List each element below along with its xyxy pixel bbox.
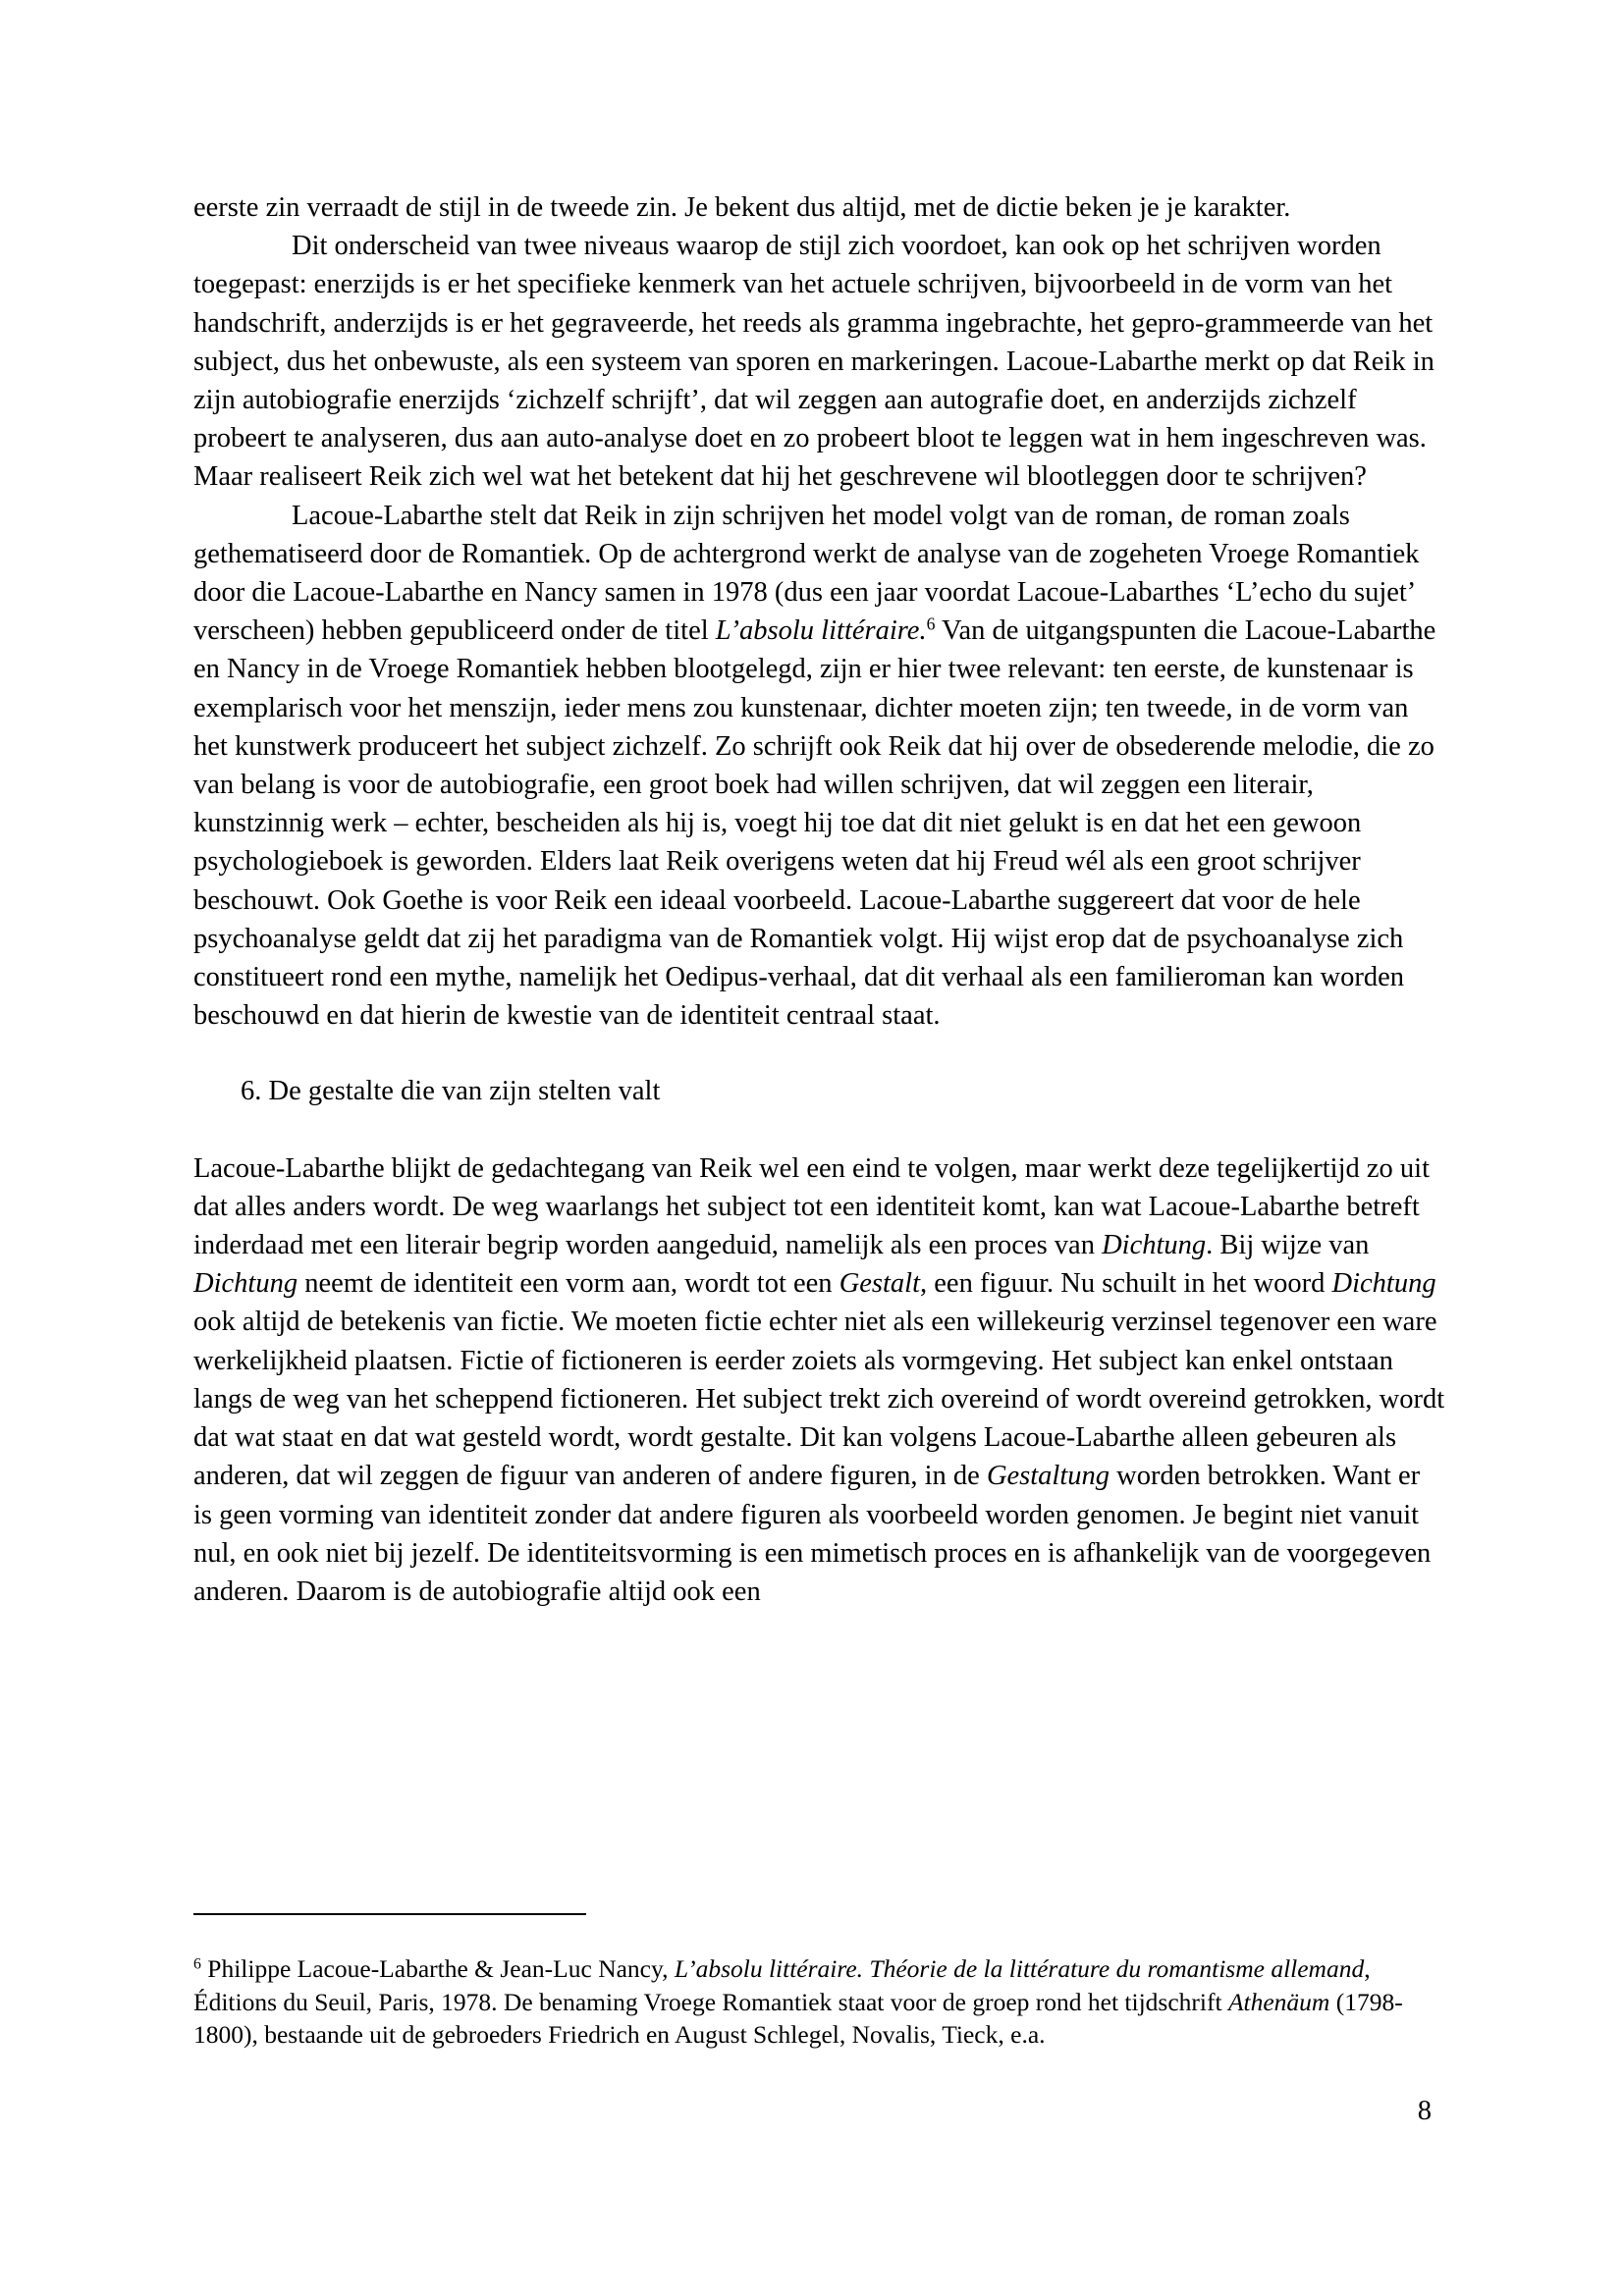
page-body <box>193 188 1445 1611</box>
paragraph-4-text-f: worden betrokken. Want er is geen vorming van identiteit zonder dat andere figuren als voorbeeld worden genomen. Je begint niet vanuit nul, en ook niet bij jezelf. De identiteitsvorming is een mimetisch proces en is afhankelijk van de voorgegeven anderen. Daarom is de autobiografie altijd ook een <box>193 1461 1432 1607</box>
paragraph-4-text-b: . Bij wijze van <box>1206 1230 1370 1261</box>
paragraph-3 <box>193 497 1445 1036</box>
footnote-text-b: , Éditions du Seuil, Paris, 1978. De benaming Vroege Romantiek staat voor de groep rond het tijdschrift <box>193 1954 1371 2016</box>
italic-term: Gestaltung <box>986 1461 1110 1492</box>
italic-term: Dichtung <box>193 1268 298 1300</box>
paragraph-3-text-b: Van de uitgangspunten die Lacoue-Labarthe en Nancy in de Vroege Romantiek hebben blootgelegd, zijn er hier twee relevant: ten eerste, de kunstenaar is exemplarisch voor het menszijn, ieder mens zou kunstenaar, dichter moeten zijn; ten tweede, in de vorm van het kunstwerk produceert het subject zichzelf. Zo schrijft ook Reik dat hij over de obsederende melodie, die zo van belang is voor de autobiografie, een groot boek had willen schrijven, dat wil zeggen een literair, kunstzinnig werk – echter, bescheiden als hij is, voegt hij toe dat dit niet gelukt is en dat het een gewoon psychologieboek is geworden. Elders laat Reik overigens weten dat hij Freud wél als een groot schrijver beschouwt. Ook Goethe is voor Reik een ideaal voorbeeld. Lacoue-Labarthe suggereert dat voor de hele psychoanalyse geldt dat zij het paradigma van de Romantiek volgt. Hij wijst erop dat de psychoanalyse zich constitueert rond een mythe, namelijk het Oedipus-verhaal, dat dit verhaal als een familieroman kan worden beschouwd en dat hierin de kwestie van de identiteit centraal staat. <box>193 615 1436 1032</box>
italic-term: Dichtung <box>1102 1230 1207 1261</box>
section-heading: 6. De gestalte die van zijn stelten valt <box>241 1076 661 1107</box>
italic-term: Gestalt <box>839 1268 921 1300</box>
footnote-text-a: Philippe Lacoue-Labarthe & Jean-Luc Nancy, <box>200 1954 675 1983</box>
paragraph-3-text-a: Lacoue-Labarthe stelt dat Reik in zijn schrijven het model volgt van de roman, de roman zoals gethematiseerd door de Romantiek. Op de achtergrond werkt de analyse van de zogeheten Vroege Romantiek door die Lacoue-Labarthe en Nancy samen in 1978 (dus een jaar voordat Lacoue-Labarthes ‘L’echo du sujet’ verscheen) hebben gepubliceerd onder de titel <box>193 500 1420 647</box>
paragraph-4-text-d: , een figuur. Nu schuilt in het woord <box>920 1268 1332 1300</box>
paragraph-4-text-c: neemt de identiteit een vorm aan, wordt tot een <box>298 1268 839 1300</box>
paragraph-4-text-e: ook altijd de betekenis van fictie. We moeten fictie echter niet als een willekeurig verzinsel tegenover een ware werkelijkheid plaatsen. Fictie of fictioneren is eerder zoiets als vormgeving. Het subject kan enkel ontstaan langs de weg van het scheppend fictioneren. Het subject trekt zich overeind of wordt overeind getrokken, wordt dat wat staat en dat wat gesteld wordt, wordt gestalte. Dit kan volgens Lacoue-Labarthe alleen gebeuren als anderen, dat wil zeggen de figuur van anderen of andere figuren, in de <box>193 1307 1445 1492</box>
footnote-separator <box>193 1913 586 1915</box>
paragraph-4-text-a: Lacoue-Labarthe blijkt de gedachtegang van Reik wel een eind te volgen, maar werkt deze tegelijkertijd zo uit dat alles anders wordt. De weg waarlangs het subject tot een identiteit komt, kan wat Lacoue-Labarthe betreft inderdaad met een literair begrip worden aangeduid, namelijk als een proces van <box>193 1152 1431 1261</box>
page-number: 8 <box>1417 2096 1432 2126</box>
footnote <box>193 1952 1445 2052</box>
paragraph-1: eerste zin verraadt de stijl in de tweede zin. Je bekent dus altijd, met de dictie beken je je karakter. <box>193 192 1291 223</box>
footnote-reference[interactable]: 6 <box>926 614 936 634</box>
footnote-marker: 6 <box>193 1955 201 1973</box>
footnote-book-title: L’absolu littéraire. Théorie de la littérature du romantisme allemand <box>674 1954 1365 1983</box>
italic-term: Dichtung <box>1331 1268 1436 1300</box>
paragraph-2: Dit onderscheid van twee niveaus waarop de stijl zich voordoet, kan ook op het schrijven worden toegepast: enerzijds is er het specifieke kenmerk van het actuele schrijven, bijvoorbeeld in de vorm van het handschrift, anderzijds is er het gegraveerde, het reeds als gramma ingebrachte, het gepro-grammeerde van het subject, dus het onbewuste, als een systeem van sporen en markeringen. Lacoue-Labarthe merkt op dat Reik in zijn autobiografie enerzijds ‘zichzelf schrijft’, dat wil zeggen aan autografie doet, en anderzijds zichzelf probeert te analyseren, dus aan auto-analyse doet en zo probeert bloot te leggen wat in hem ingeschreven was. Maar realiseert Reik zich wel wat het betekent dat hij het geschrevene wil blootleggen door te schrijven? <box>193 231 1435 493</box>
footnote-journal-title: Athenäum <box>1227 1987 1330 2016</box>
book-title: L’absolu littéraire. <box>715 615 927 647</box>
paragraph-4 <box>193 1149 1445 1611</box>
footnote-text-c: (1798-1800), bestaande uit de gebroeders Friedrich en August Schlegel, Novalis, Tieck, e.a. <box>193 1987 1403 2050</box>
